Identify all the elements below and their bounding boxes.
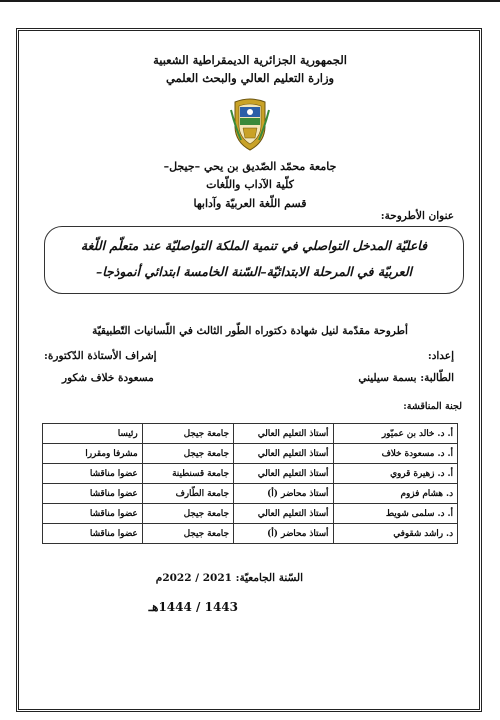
member-name: د. راشد شقوفي <box>333 524 458 544</box>
thesis-title-box <box>44 226 464 294</box>
committee-row <box>43 424 458 444</box>
committee-row <box>43 504 458 524</box>
member-university: جامعة الطّارف <box>142 484 233 504</box>
member-name: أ. د. خالد بن عميّور <box>333 424 458 444</box>
faculty-name: كلّية الآداب واللّغات <box>206 178 294 191</box>
committee-table <box>42 423 458 544</box>
member-university: جامعة جيجل <box>142 524 233 544</box>
member-university: جامعة جيجل <box>142 504 233 524</box>
academic-year-hijri: 1443 / 1444هـ <box>148 600 238 614</box>
member-rank: أستاذ التعليم العالي <box>233 504 333 524</box>
member-university: جامعة قسنطينة <box>142 464 233 484</box>
academic-year-line <box>156 572 303 584</box>
member-role: عضوا مناقشا <box>43 524 143 544</box>
member-rank: أستاذ محاضر (أ) <box>233 524 333 544</box>
thesis-title-label: عنوان الأطروحة: <box>380 210 454 222</box>
committee-row <box>43 464 458 484</box>
member-university: جامعة جيجل <box>142 444 233 464</box>
prepared-by-label: إعداد: <box>427 350 454 362</box>
academic-year-gregorian: 2021 / 2022م <box>155 572 232 584</box>
thesis-title-line-1: فاعليّة المدخل التواصلي في تنمية الملكة التواصليّة عند متعلّم اللّغة <box>80 238 428 253</box>
committee-row <box>43 444 458 464</box>
member-rank: أستاذ التعليم العالي <box>233 424 333 444</box>
committee-row <box>43 524 458 544</box>
member-role: عضوا مناقشا <box>43 484 143 504</box>
member-rank: أستاذ محاضر (أ) <box>233 484 333 504</box>
member-university: جامعة جيجل <box>142 424 233 444</box>
member-name: أ. د. مسعودة خلاف <box>333 444 458 464</box>
supervision-label: إشراف الأستاذة الدّكتورة: <box>44 350 157 362</box>
member-role: عضوا مناقشا <box>43 464 143 484</box>
member-rank: أستاذ التعليم العالي <box>233 464 333 484</box>
supervisor-name: مسعودة خلاف شكور <box>62 372 154 384</box>
ministry-header: وزارة التعليم العالي والبحث العلمي <box>165 71 335 85</box>
member-role: رئيسا <box>43 424 143 444</box>
member-rank: أستاذ التعليم العالي <box>233 444 333 464</box>
thesis-submission-statement: أطروحة مقدّمة لنيل شهادة دكتوراه الطّور الثالث في اللّسانيات التّطبيقيّة <box>92 325 408 337</box>
committee-label: لجنة المناقشة: <box>403 401 462 412</box>
member-role: عضوا مناقشا <box>43 504 143 524</box>
top-border-line <box>0 0 500 2</box>
thesis-title-line-2: العربيّة في المرحلة الابتدائيّة–السّنة الخامسة ابتدائي أنموذجا– <box>96 264 412 279</box>
department-name: قسم اللّغة العربيّة وآدابها <box>193 197 307 210</box>
academic-year-label: السّنة الجامعيّة: <box>235 572 303 584</box>
student-name: بسمة سيليني <box>358 372 417 384</box>
member-name: أ. د. سلمى شويط <box>333 504 458 524</box>
republic-header: الجمهورية الجزائرية الديمقراطية الشعبية <box>153 53 347 67</box>
student-line <box>358 372 454 384</box>
student-label: الطّالبة: <box>420 372 454 384</box>
university-emblem-icon <box>229 96 271 152</box>
committee-row <box>43 484 458 504</box>
university-name: جامعة محمّد الصّديق بن يحي –جيجل– <box>163 160 337 173</box>
member-name: د. هشام فزوم <box>333 484 458 504</box>
member-name: أ. د. زهيرة قروي <box>333 464 458 484</box>
member-role: مشرفا ومقررا <box>43 444 143 464</box>
